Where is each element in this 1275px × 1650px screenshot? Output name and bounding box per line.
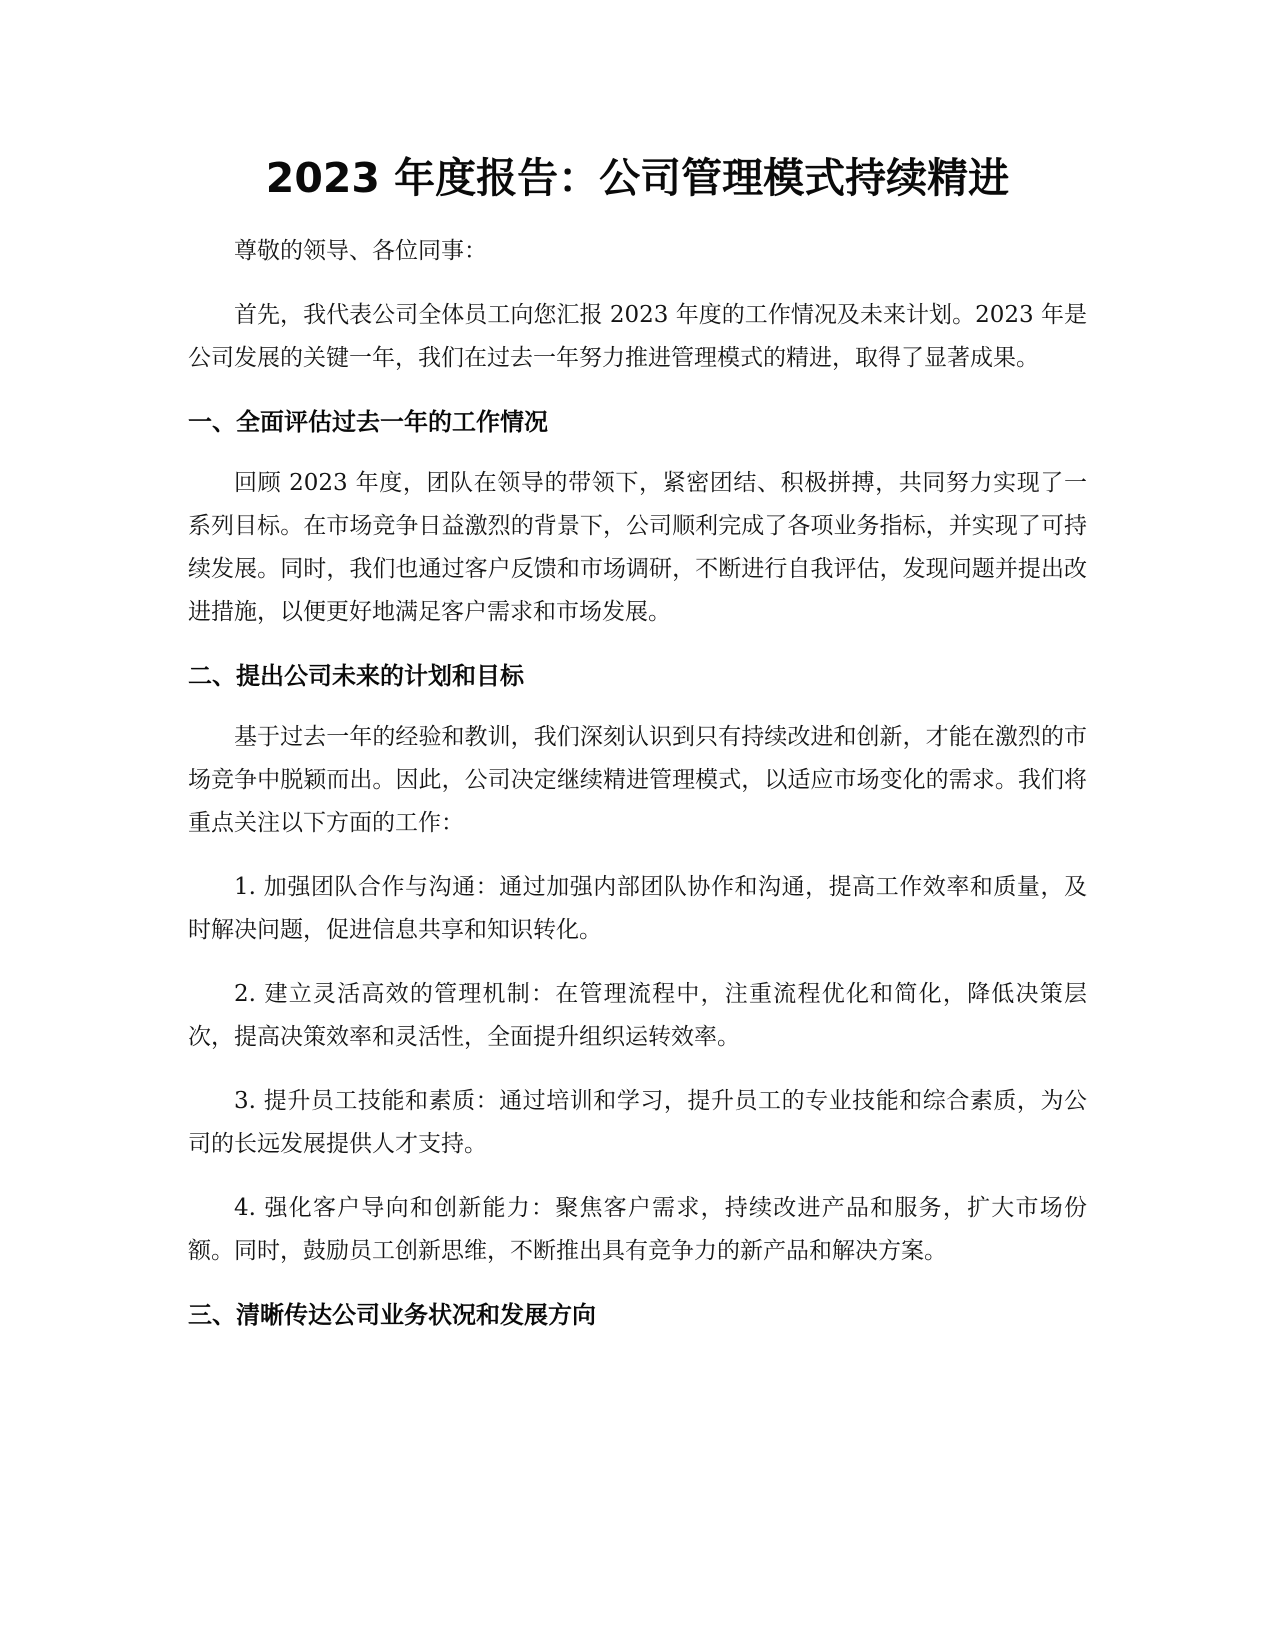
list-item: 1. 加强团队合作与沟通：通过加强内部团队协作和沟通，提高工作效率和质量，及时解决问题，促进信息共享和知识转化。 — [188, 874, 1087, 943]
list-item: 4. 强化客户导向和创新能力：聚焦客户需求，持续改进产品和服务，扩大市场份额。同时，鼓励员工创新思维，不断推出具有竞争力的新产品和解决方案。 — [188, 1195, 1087, 1264]
page-title: 2023 年度报告：公司管理模式持续精进 — [265, 154, 1010, 202]
intro-paragraph: 首先，我代表公司全体员工向您汇报 2023 年度的工作情况及未来计划。2023 年是公司发展的关键一年，我们在过去一年努力推进管理模式的精进，取得了显著成果。 — [188, 302, 1087, 371]
section-heading-3: 三、清晰传达公司业务状况和发展方向 — [188, 1301, 596, 1329]
section-1-paragraph: 回顾 2023 年度，团队在领导的带领下，紧密团结、积极拼搏，共同努力实现了一系列目标。在市场竞争日益激烈的背景下，公司顺利完成了各项业务指标，并实现了可持续发展。同时，我们也通过客户反馈和市场调研，不断进行自我评估，发现问题并提出改进措施，以便更好地满足客户需求和市场发展。 — [188, 470, 1087, 625]
section-heading-2: 二、提出公司未来的计划和目标 — [188, 662, 524, 690]
section-2-paragraph: 基于过去一年的经验和教训，我们深刻认识到只有持续改进和创新，才能在激烈的市场竞争中脱颖而出。因此，公司决定继续精进管理模式，以适应市场变化的需求。我们将重点关注以下方面的工作： — [188, 724, 1087, 836]
document-body — [188, 146, 1087, 1333]
greeting-paragraph: 尊敬的领导、各位同事： — [234, 238, 487, 264]
list-item: 2. 建立灵活高效的管理机制：在管理流程中，注重流程优化和简化，降低决策层次，提高决策效率和灵活性，全面提升组织运转效率。 — [188, 981, 1087, 1050]
section-heading-1: 一、全面评估过去一年的工作情况 — [188, 408, 548, 436]
list-item: 3. 提升员工技能和素质：通过培训和学习，提升员工的专业技能和综合素质，为公司的长远发展提供人才支持。 — [188, 1088, 1087, 1157]
